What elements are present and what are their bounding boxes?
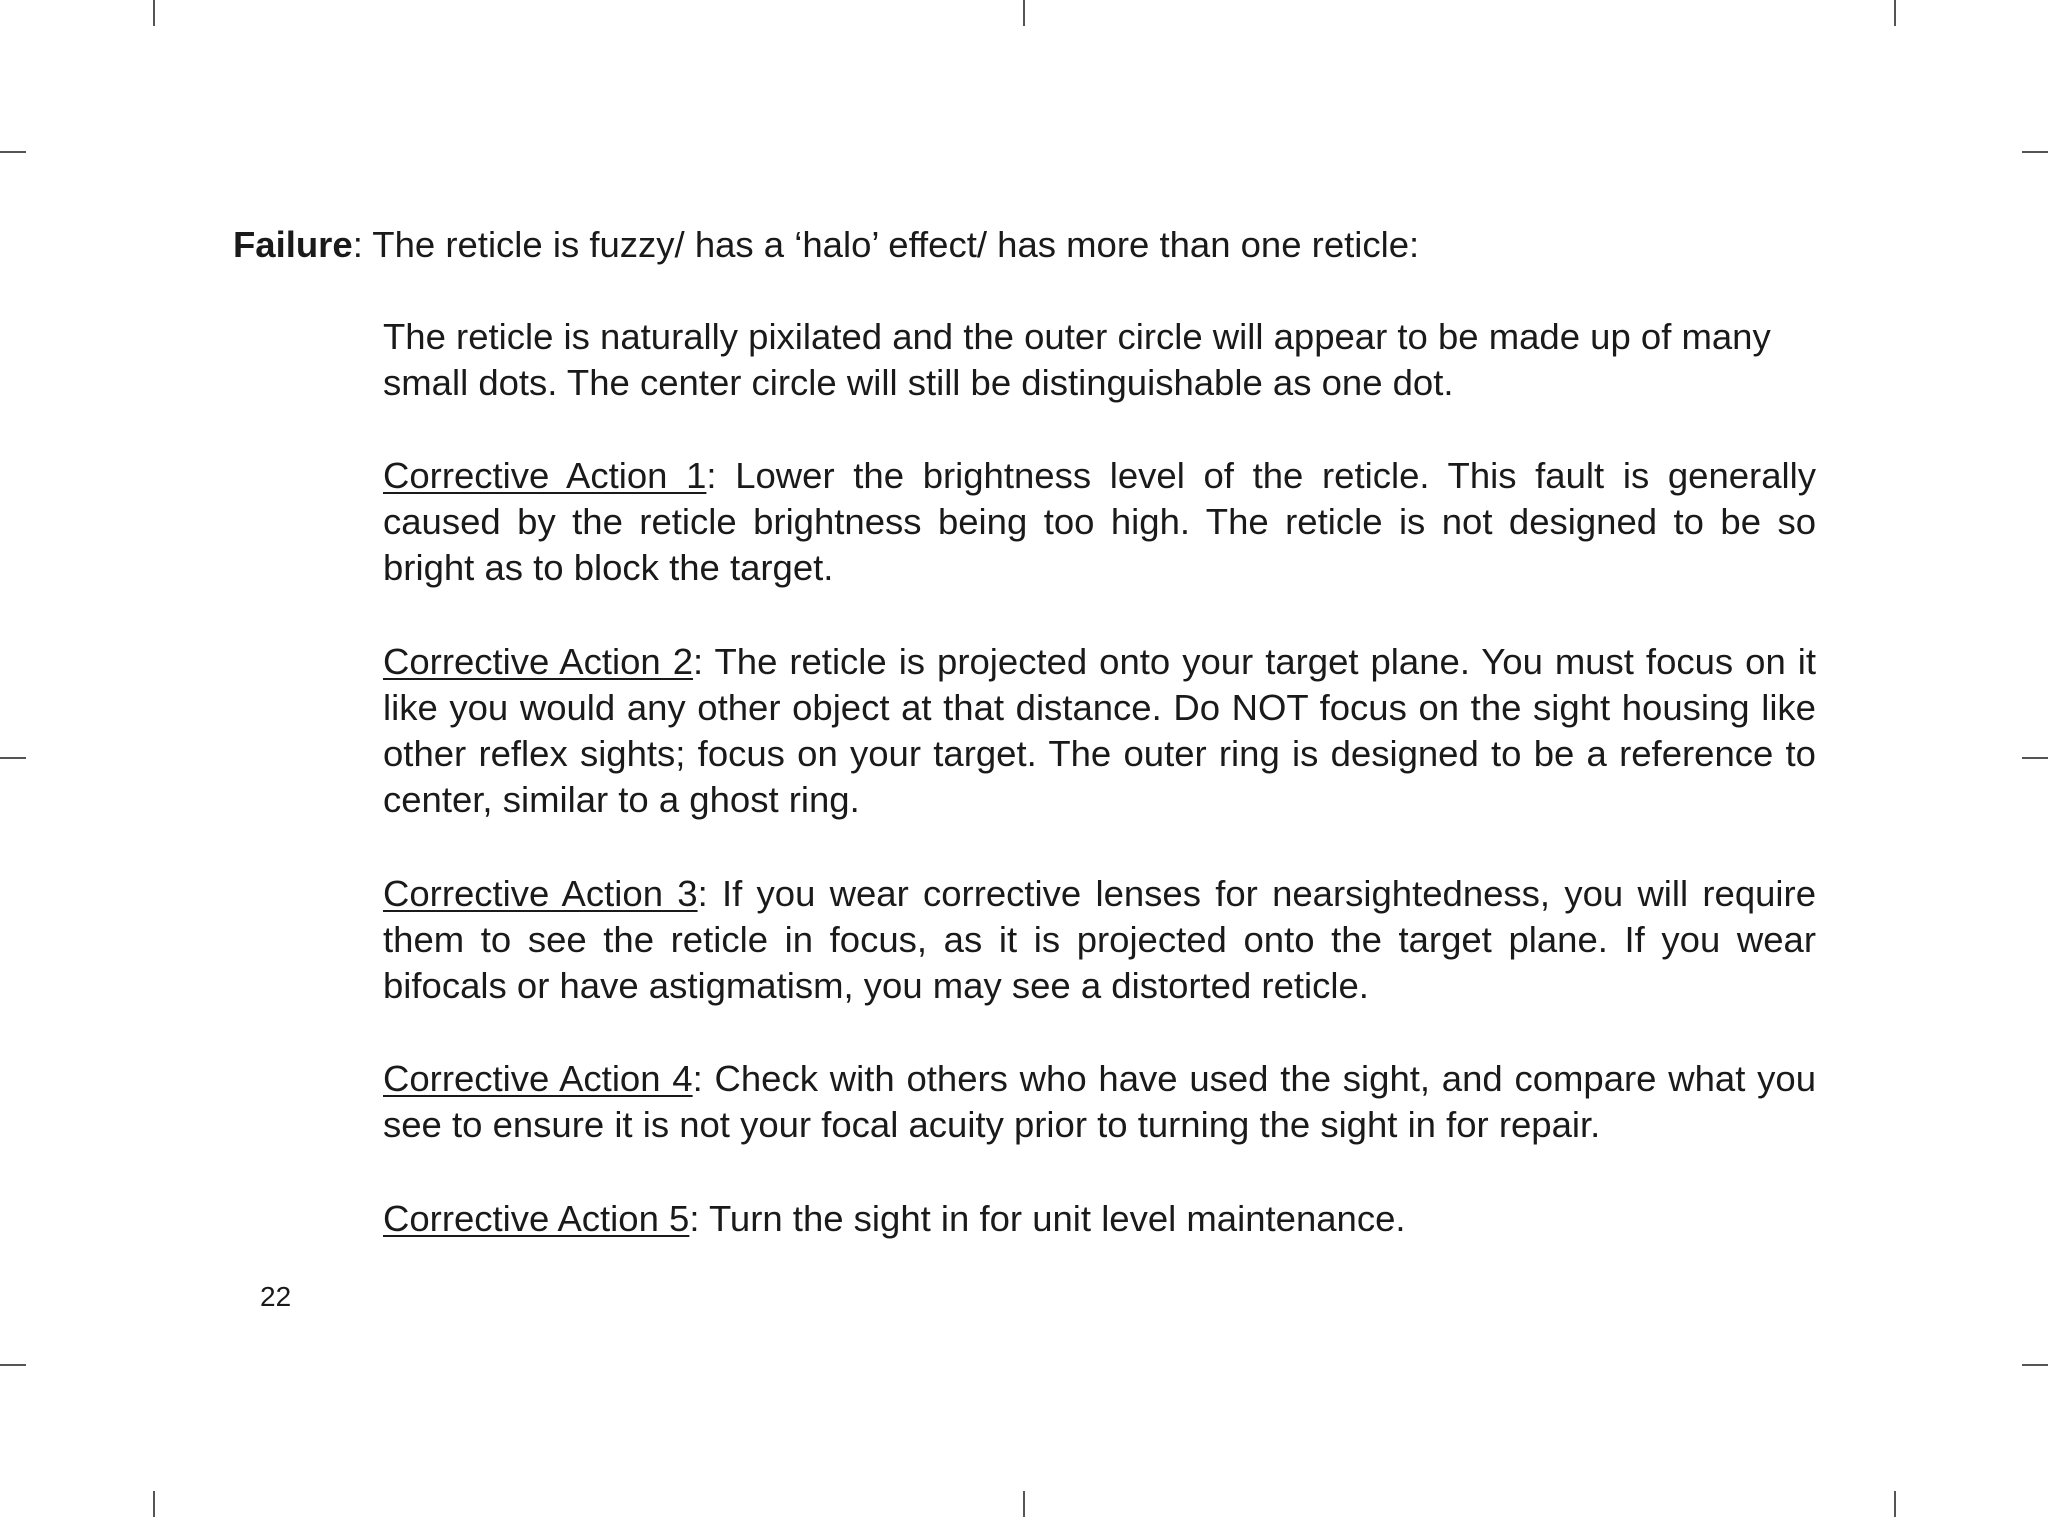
crop-mark-right-middle [2022,757,2048,759]
corrective-action-1-label: Corrective Action 1 [383,455,707,496]
corrective-action-4-label: Corrective Action 4 [383,1058,693,1099]
corrective-action-2 [383,639,1816,823]
failure-text: : The reticle is fuzzy/ has a ‘halo’ effect/ has more than one reticle: [352,224,1420,265]
crop-mark-left-middle [0,757,26,759]
corrective-action-5-text: : Turn the sight in for unit level maintenance. [689,1198,1406,1239]
crop-mark-top-left [153,0,155,26]
corrective-action-5 [383,1196,1816,1242]
crop-mark-left-lower [0,1364,26,1366]
corrective-action-4-text: : Check with others who have used the sight, and compare what you see to ensure it is not your focal acuity prior to turning the sight in for repair. [383,1058,1816,1145]
crop-mark-right-upper [2022,151,2048,153]
corrective-action-3-label: Corrective Action 3 [383,873,698,914]
intro-paragraph: The reticle is naturally pixilated and the outer circle will appear to be made up of many small dots. The center circle will still be distinguishable as one dot. [383,316,1771,403]
failure-label: Failure [233,224,353,265]
crop-mark-bottom-right [1894,1491,1896,1517]
crop-mark-top-center [1023,0,1025,26]
corrective-action-1 [383,453,1816,591]
corrective-action-3-text: : If you wear corrective lenses for nearsightedness, you will require them to see the reticle in focus, as it is projected onto the target plane. If you wear bifocals or have astigmatism, you may see a distorted reticle. [383,873,1816,1006]
crop-mark-left-upper [0,151,26,153]
corrective-action-2-text: : The reticle is projected onto your target plane. You must focus on it like you would any other object at that distance. Do NOT focus on the sight housing like other reflex sights; focus on your target. The outer ring is designed to be a reference to center, similar to a ghost ring. [383,641,1816,820]
crop-mark-bottom-center [1023,1491,1025,1517]
corrective-action-3 [383,871,1816,1009]
corrective-action-2-label: Corrective Action 2 [383,641,694,682]
crop-mark-bottom-left [153,1491,155,1517]
crop-mark-right-lower [2022,1364,2048,1366]
corrective-action-5-label: Corrective Action 5 [383,1198,690,1239]
failure-heading [233,222,1419,268]
crop-mark-top-right [1894,0,1896,26]
corrective-action-4 [383,1056,1816,1148]
corrective-action-1-text: : Lower the brightness level of the reticle. This fault is generally caused by the reticle brightness being too high. The reticle is not designed to be so bright as to block the target. [383,455,1816,588]
page-number: 22 [260,1281,292,1312]
